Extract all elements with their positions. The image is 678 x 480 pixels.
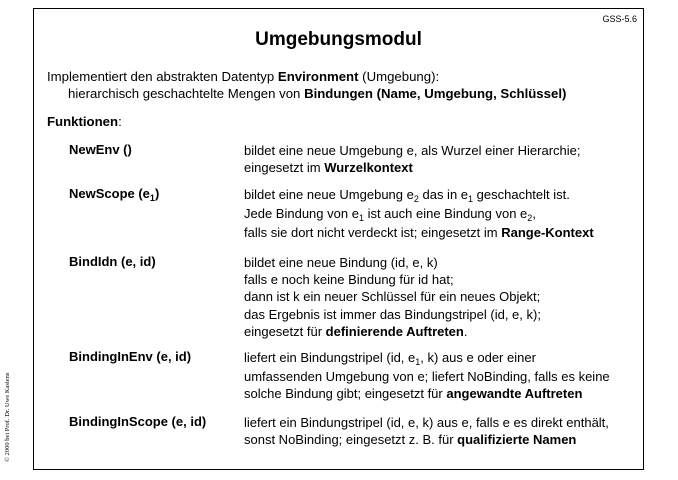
intro-line2-text: hierarchisch geschachtelte Mengen von: [68, 86, 305, 101]
func-name-post: ): [154, 186, 160, 201]
desc-text: falls sie dort nicht verdeckt ist; eingesetzt im: [244, 225, 502, 241]
desc-line: [244, 431, 609, 448]
function-name-bindinginenv: BindingInEnv (e, id): [69, 349, 192, 364]
slide-frame: [33, 8, 644, 470]
desc-text: Jede Bindung von e: [244, 206, 359, 222]
desc-sub: 1: [415, 357, 421, 367]
function-name-bindidn: BindIdn (e, id): [69, 254, 156, 269]
desc-line: umfassenden Umgebung von e; liefert NoBinding, falls es keine: [244, 369, 610, 385]
func-name-sub: 1: [149, 193, 155, 203]
desc-text: sonst NoBinding; eingesetzt z. B. für: [244, 432, 458, 448]
desc-text: ,: [532, 206, 536, 222]
desc-line: [244, 323, 541, 340]
desc-line: [244, 159, 581, 176]
function-desc-bindinginscope: [244, 414, 609, 448]
function-desc-bindinginenv: [244, 349, 610, 403]
func-name-text: NewScope (e: [69, 186, 150, 201]
desc-sub: 2: [527, 213, 533, 224]
desc-sub: 1: [468, 194, 474, 204]
desc-bold: Wurzelkontext: [324, 160, 413, 176]
intro-line-2: [47, 85, 566, 102]
desc-line: [244, 224, 594, 241]
desc-bold: qualifizierte Namen: [457, 432, 577, 448]
desc-line: [244, 385, 610, 402]
slide-title: Umgebungsmodul: [255, 29, 422, 50]
function-name-newenv: NewEnv (): [69, 142, 132, 157]
desc-line: bildet eine neue Bindung (id, e, k): [244, 255, 438, 270]
section-colon: :: [118, 114, 122, 129]
desc-sub: 1: [358, 213, 364, 224]
desc-text: geschachtelt ist.: [473, 187, 570, 202]
intro-line1-post: (Umgebung):: [358, 69, 440, 84]
desc-bold: definierende Auftreten: [325, 323, 464, 339]
section-heading: [47, 114, 122, 129]
desc-line: liefert ein Bindungstripel (id, e, k) aus e, falls e es direkt enthält,: [244, 415, 609, 430]
desc-text: ist auch eine Bindung von e: [363, 206, 528, 222]
function-name-bindinginscope: BindingInScope (e, id): [69, 414, 207, 429]
desc-sub: 2: [413, 194, 419, 204]
function-desc-bindidn: [244, 254, 541, 340]
desc-bold: angewandte Auftreten: [446, 386, 583, 402]
desc-text: das in e: [418, 187, 469, 202]
intro-line-1: [47, 68, 566, 85]
desc-text: liefert ein Bindungstripel (id, e: [244, 350, 416, 365]
function-name-newscope: [69, 186, 159, 201]
intro-text: [47, 68, 566, 102]
slide-id: GSS-5.6: [602, 14, 637, 24]
desc-bold: Range-Kontext: [501, 225, 594, 241]
desc-line: falls e noch keine Bindung für id hat;: [244, 272, 454, 288]
section-label: Funktionen: [47, 114, 119, 129]
desc-text: solche Bindung gibt; eingesetzt für: [244, 386, 447, 402]
desc-text: eingesetzt für: [244, 323, 326, 339]
desc-line: bildet eine neue Umgebung e, als Wurzel einer Hierarchie;: [244, 143, 581, 158]
intro-line1-bold: Environment: [277, 69, 359, 84]
intro-line2-bold: Bindungen (Name, Umgebung, Schlüssel): [304, 86, 567, 101]
desc-line: [244, 349, 610, 366]
function-desc-newenv: [244, 142, 581, 176]
desc-line: dann ist k ein neuer Schlüssel für ein neues Objekt;: [244, 289, 541, 305]
function-desc-newscope: [244, 186, 594, 242]
desc-line: [244, 186, 594, 203]
intro-line1-text: Implementiert den abstrakten Datentyp: [47, 69, 278, 84]
desc-text: bildet eine neue Umgebung e: [244, 187, 414, 202]
copyright-notice: © 2000 bei Prof. Dr. Uwe Kastens: [4, 372, 11, 462]
desc-text: , k) aus e oder einer: [420, 350, 536, 365]
desc-text: .: [463, 323, 468, 339]
desc-line: das Ergebnis ist immer das Bindungstripel (id, e, k);: [244, 306, 541, 322]
desc-text: eingesetzt im: [244, 160, 325, 176]
desc-line: [244, 205, 594, 222]
